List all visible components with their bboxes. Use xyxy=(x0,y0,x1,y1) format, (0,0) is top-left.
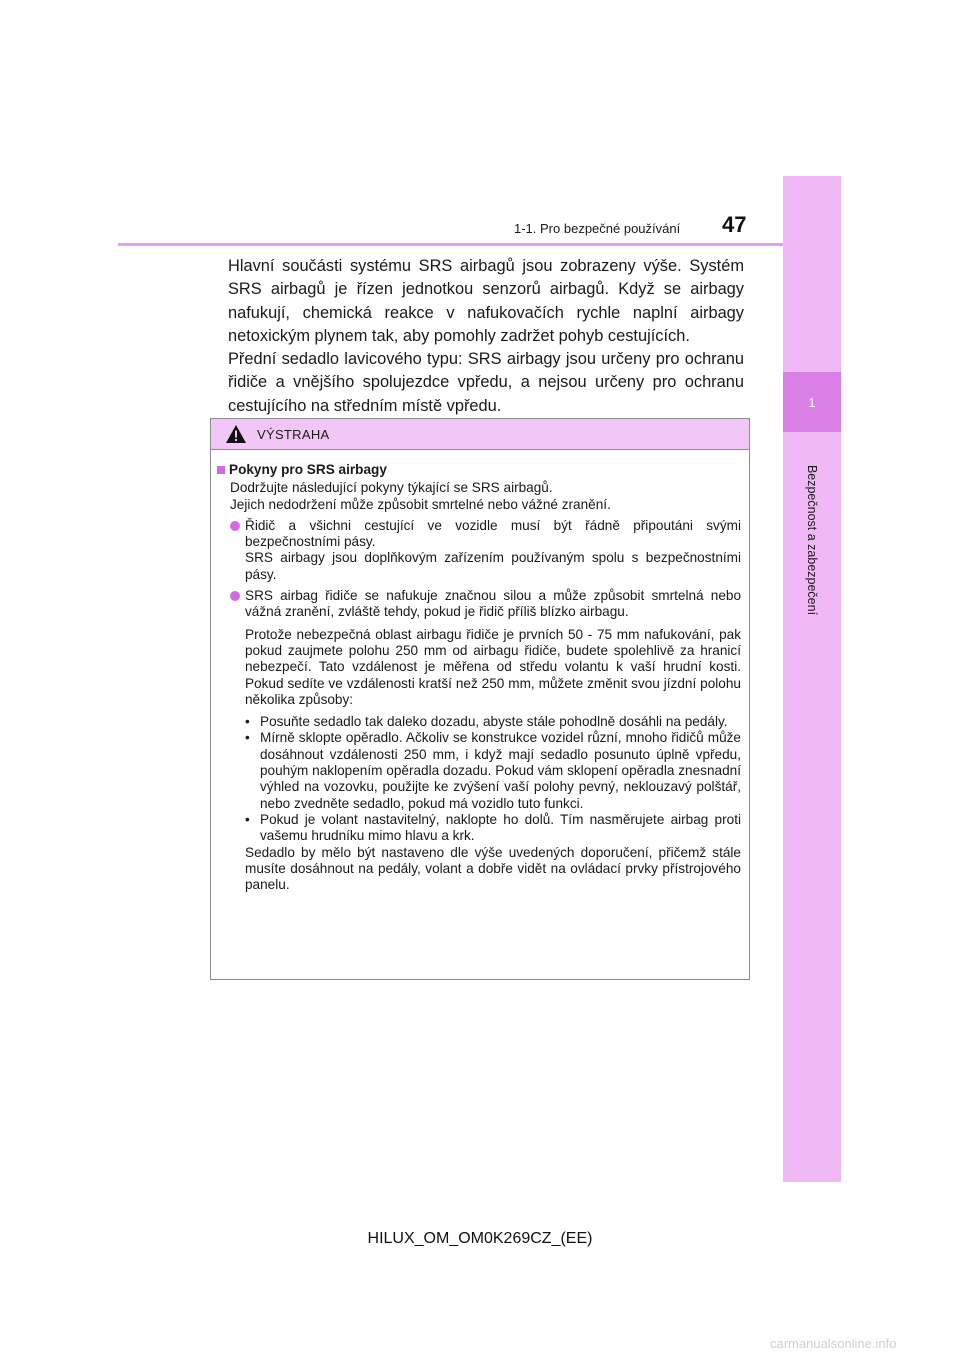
list-item: • Pokud je volant nastavitelný, naklopte ho dolů. Tím nasměrujete airbag proti vašemu hrudníku mimo hlavu a krk. xyxy=(245,812,741,845)
watermark: carmanualsonline.info xyxy=(770,1336,897,1351)
intro-text xyxy=(228,255,744,418)
document-code: HILUX_OM_OM0K269CZ_(EE) xyxy=(367,1230,593,1247)
section-title: 1-1. Pro bezpečné používání xyxy=(514,221,681,236)
page-number: 47 xyxy=(722,212,747,237)
list-item: • Mírně sklopte opěradlo. Ačkoliv se konstrukce vozidel různí, mnoho řidičů může dosáhnout vzdálenosti 250 mm, i když mají sedadlo posunuto úplně vpředu, pouhým naklopením opěradla dozadu. Pokud vám sklopení opěradla znesnadní výhled na vozovku, použijte ke zvýšení vaší polohy pevný, neklouzavý polštář, nebo zvedněte sedadlo, pokud má vozidlo tuto funkci. xyxy=(245,730,741,811)
warning-heading-text: Pokyny pro SRS airbagy xyxy=(229,462,387,477)
warning-detail: Protože nebezpečná oblast airbagu řidiče je prvních 50 - 75 mm nafukování, pak pokud zaujmete polohu 250 mm od airbagu řidiče, budete spolehlivě za hranicí nebezpečí. Tato vzdálenost je měřena od středu volantu k vaší hrudní kosti. Pokud sedíte ve vzdálenosti kratší než 250 mm, můžete změnit svou jízdní polohu několika způsoby: xyxy=(245,626,741,707)
round-bullet-icon xyxy=(230,591,240,601)
warning-box xyxy=(210,418,750,980)
warning-lead: Dodržujte následující pokyny týkající se SRS airbagů. xyxy=(230,480,553,496)
warning-bullet xyxy=(217,518,741,583)
warning-body xyxy=(211,450,749,893)
warning-bullet xyxy=(217,588,741,621)
warning-heading xyxy=(217,462,741,478)
chapter-label: Bezpečnost a zabezpečení xyxy=(805,464,819,616)
round-bullet-icon xyxy=(230,521,240,531)
warning-lead: Jejich nedodržení může způsobit smrtelné nebo vážné zranění. xyxy=(230,496,611,512)
warning-closing: Sedadlo by mělo být nastaveno dle výše uvedených doporučení, přičemž stále musíte dosáhnout na pedály, volant a dobře vidět na ovládací prvky přístrojového panelu. xyxy=(245,844,741,893)
bullet-line: SRS airbagy jsou doplňkovým zařízením používaným spolu s bezpečnostními pásy. xyxy=(245,550,741,582)
warning-triangle-icon xyxy=(225,424,247,444)
adjustment-list xyxy=(245,714,741,844)
warning-title: VÝSTRAHA xyxy=(257,426,330,442)
chapter-number-tab: 1 xyxy=(783,372,841,432)
side-tab xyxy=(783,176,841,1182)
bullet-line: SRS airbag řidiče se nafukuje značnou silou a může způsobit smrtelná nebo vážná zranění, zvláště tehdy, pokud je řidič příliš blízko airbagu. xyxy=(245,588,741,620)
square-bullet-icon xyxy=(217,466,225,474)
warning-header xyxy=(211,419,749,450)
bullet-line: Řidič a všichni cestující ve vozidle musí být řádně připoutáni svými bezpečnostními pásy. xyxy=(245,517,741,550)
intro-paragraph: Přední sedadlo lavicového typu: SRS airbagy jsou určeny pro ochranu řidiče a vnějšího spolujezdce vpředu, a nejsou určeny pro ochranu cestujícího na středním místě vpředu. xyxy=(228,350,744,415)
list-item: • Posuňte sedadlo tak daleko dozadu, abyste stále pohodlně dosáhli na pedály. xyxy=(245,714,741,730)
header-divider xyxy=(118,243,783,246)
intro-paragraph: Hlavní součásti systému SRS airbagů jsou zobrazeny výše. Systém SRS airbagů je řízen jednotkou senzorů airbagů. Když se airbagy nafukují, chemická reakce v nafukovačích rychle naplní airbagy netoxickým plynem tak, aby pomohly zadržet pohyb cestujících. xyxy=(228,257,744,345)
